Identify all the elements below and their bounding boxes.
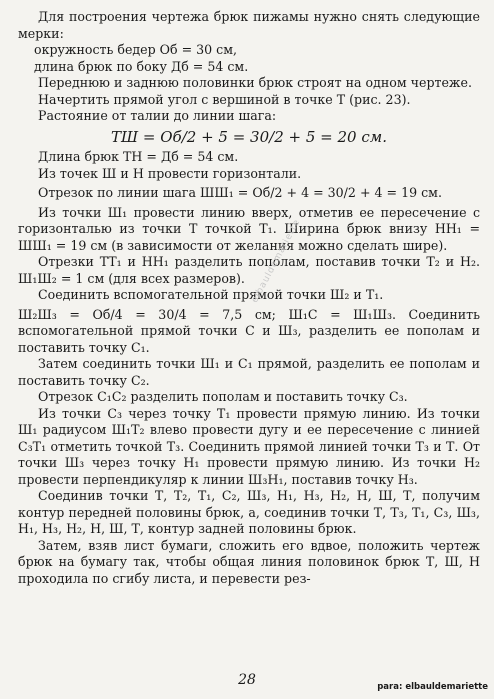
paragraph-c2: Затем соединить точки Ш₁ и С₁ прямой, разделить ее пополам и поставить точку С₂.	[18, 356, 480, 388]
paragraph-horizontals: Из точек Ш и Н провести горизонтали.	[38, 165, 302, 181]
formula-shsh1: Отрезок по линии шага ШШ₁ = Об/2 + 4 = 30/2 + 4 = 19 см.	[38, 185, 442, 200]
paragraph-intro: Для построения чертежа брюк пижамы нужно снять следующие мерки:	[18, 9, 480, 41]
paragraph-formula-sh2sh3: Ш₂Ш₃ = Об/4 = 30/4 = 7,5 см; Ш₁С = Ш₁Ш₃. Соединить вспомогательной прямой точки С и Ш₃, разделить ее пополам и поставить точку С₁.	[18, 306, 480, 355]
watermark: elbauldemariette	[250, 217, 303, 305]
paragraph-paper: Затем, взяв лист бумаги, сложить его вдвое, положить чертеж брюк на бумагу так, чтобы общая линия половинок брюк Т, Ш, Н проходила по сгибу листа, и перевести рез-	[18, 537, 480, 586]
paragraph-distance: Растояние от талии до линии шага:	[38, 108, 277, 123]
paragraph-length: Длина брюк ТН = Дб = 54 см.	[38, 149, 239, 164]
paragraph-line-up: Из точки Ш₁ провести линию вверх, отметив ее пересечение с горизонталью из точки Т точкой Т₁. Ширина брюк внизу НН₁ = ШШ₁ = 19 см (в зависимости от желания можно сделать шире).	[18, 204, 480, 253]
measurement-hip: окружность бедер Об = 30 см,	[34, 42, 238, 57]
paragraph-c3: Отрезок С₁С₂ разделить пополам и поставить точку С₃.	[38, 389, 408, 404]
paragraph-halves: Переднюю и заднюю половинки брюк строят на одном чертеже.	[38, 75, 472, 90]
paragraph-construction: Из точки С₃ через точку Т₁ провести прямую линию. Из точки Ш₁ радиусом Ш₁Т₂ влево провести дугу и ее пересечение с линией С₃Т₁ отметить точкой Т₃. Соединить прямой линией точки Т₃ и Т. От точки Ш₃ через точку Н₁ провести прямую линию. Из точки Н₂ провести перпендикуляр к линии Ш₃Н₁, поставив точку Н₃.	[18, 405, 480, 487]
credit-text: para: elbauldemariette	[377, 682, 488, 692]
text-column	[18, 9, 480, 587]
measurements-list	[18, 42, 480, 75]
formula-tsh: ТШ = Об/2 + 5 = 30/2 + 5 = 20 см.	[111, 127, 387, 146]
paragraph-divide: Отрезки ТТ₁ и НН₁ разделить пополам, поставив точки Т₂ и Н₂. Ш₁Ш₂ = 1 см (для всех размеров).	[18, 254, 480, 286]
page-number: 28	[238, 672, 256, 688]
measurement-length: длина брюк по боку Дб = 54 см.	[34, 58, 249, 74]
paragraph-right-angle: Начертить прямой угол с вершиной в точке Т (рис. 23).	[38, 91, 411, 107]
paragraph-connect: Соединить вспомогательной прямой точки Ш₂ и Т₁.	[38, 287, 384, 302]
paragraph-contours: Соединив точки Т, Т₂, Т₁, С₂, Ш₃, Н₁, Н₃, Н₂, Н, Ш, Т, получим контур передней половины брюк, а, соединив точки Т, Т₃, Т₁, С₃, Ш₃, Н₁, Н₃, Н₂, Н, Ш, Т, контур задней половины брюк.	[18, 488, 480, 536]
